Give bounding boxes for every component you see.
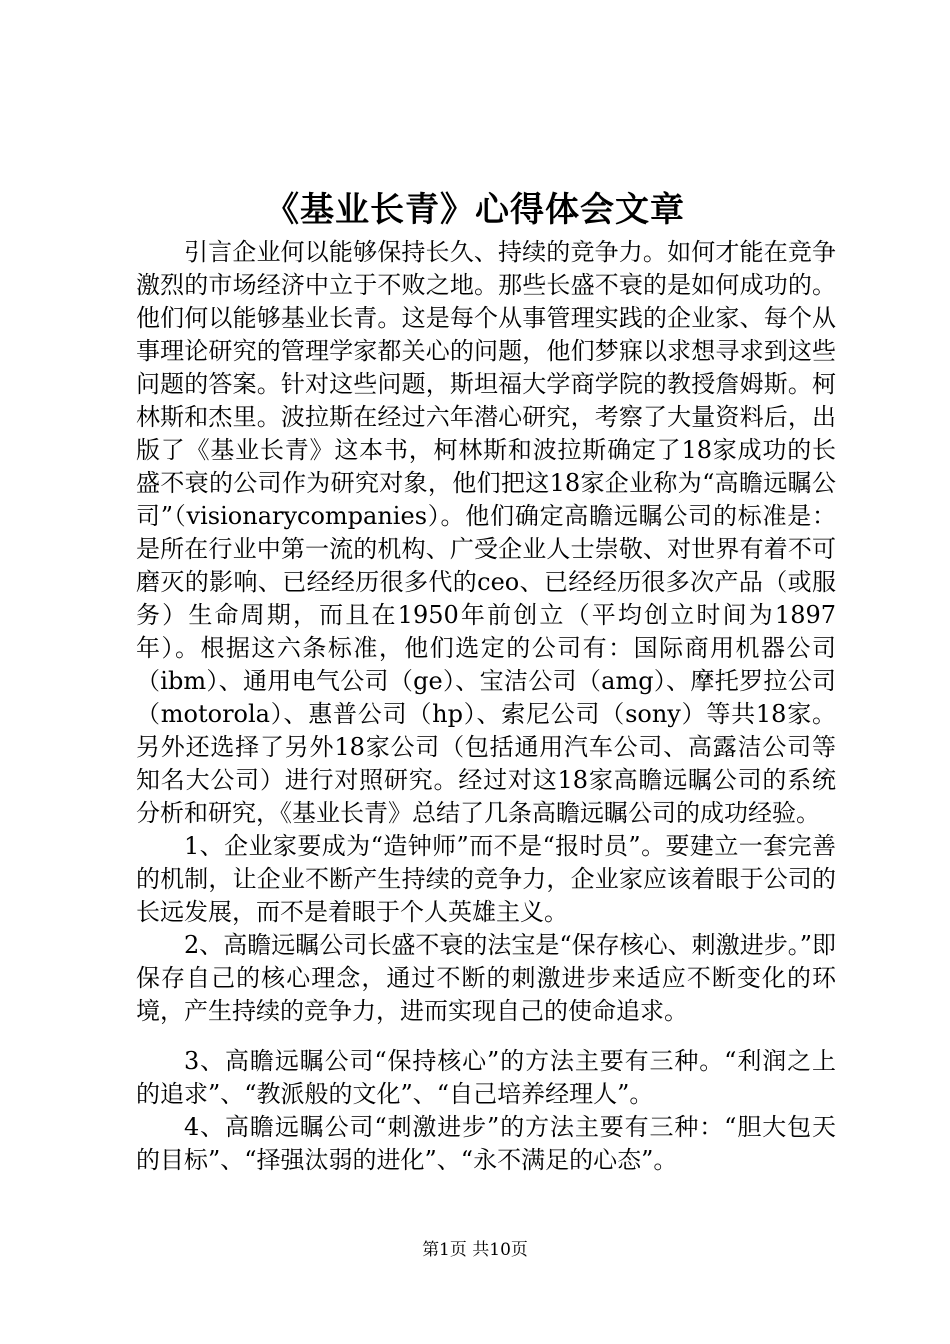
point-4-paragraph: 4、高瞻远瞩公司“刺激进步”的方法主要有三种：“胆大包天的目标”、“择强汰弱的进化”、“永不满足的心态”。: [136, 1113, 836, 1174]
intro-paragraph: 引言企业何以能够保持长久、持续的竞争力。如何才能在竞争激烈的市场经济中立于不败之地。那些长盛不衰的是如何成功的。他们何以能够基业长青。这是每个从事管理实践的企业家、每个从事理论研究的管理学家都关心的问题，他们梦寐以求想寻求到这些问题的答案。针对这些问题，斯坦福大学商学院的教授詹姆斯。柯林斯和杰里。波拉斯在经过六年潜心研究，考察了大量资料后，出版了《基业长青》这本书，柯林斯和波拉斯确定了18家成功的长盛不衰的公司作为研究对象，他们把这18家企业称为“高瞻远瞩公司”（visionarycompanies）。他们确定高瞻远瞩公司的标准是：是所在行业中第一流的机构、广受企业人士崇敬、对世界有着不可磨灭的影响、已经经历很多代的ceo、已经经历很多次产品（或服务）生命周期，而且在1950年前创立（平均创立时间为1897年）。根据这六条标准，他们选定的公司有：国际商用机器公司（ibm）、通用电气公司（ge）、宝洁公司（amg）、摩托罗拉公司（motorola）、惠普公司（hp）、索尼公司（sony）等共18家。另外还选择了另外18家公司（包括通用汽车公司、高露洁公司等知名大公司）进行对照研究。经过对这18家高瞻远瞩公司的系统分析和研究，《基业长青》总结了几条高瞻远瞩公司的成功经验。: [136, 238, 836, 827]
page-number-footer: 第1页 共10页: [422, 1240, 528, 1260]
point-3-paragraph: 3、高瞻远瞩公司“保持核心”的方法主要有三种。“利润之上的追求”、“教派般的文化”、“自己培养经理人”。: [136, 1047, 836, 1108]
point-1-paragraph: 1、企业家要成为“造钟师”而不是“报时员”。要建立一套完善的机制，让企业不断产生持续的竞争力，企业家应该着眼于公司的长远发展，而不是着眼于个人英雄主义。: [136, 832, 836, 926]
point-2-paragraph: 2、高瞻远瞩公司长盛不衰的法宝是“保存核心、刺激进步。”即保存自己的核心理念，通过不断的刺激进步来适应不断变化的环境，产生持续的竞争力，进而实现自己的使命追求。: [136, 931, 836, 1025]
document-body: [136, 236, 836, 1177]
document-title: 《基业长青》心得体会文章: [265, 190, 685, 230]
